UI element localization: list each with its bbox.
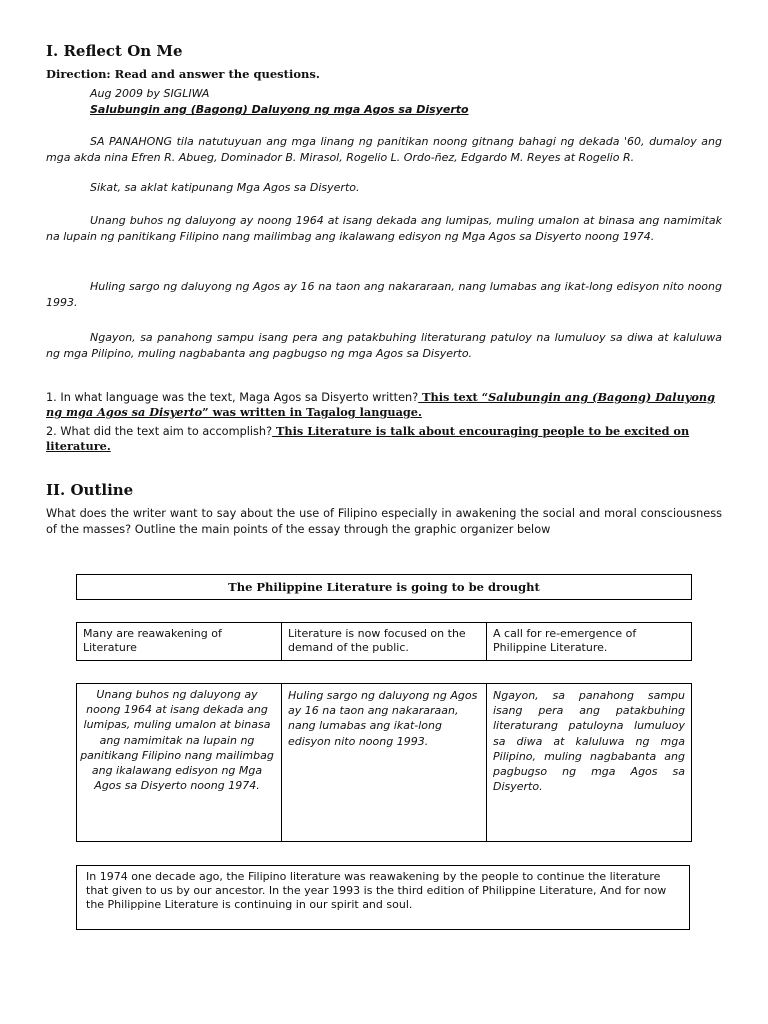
article-title: Salubungin ang (Bagong) Daluyong ng mga Agos sa Disyerto: [90, 103, 469, 116]
main-idea-text: The Philippine Literature is going to be drought: [228, 580, 540, 594]
point-cell-2: Literature is now focused on the demand of the public.: [281, 622, 487, 661]
point-cell-3: A call for re-emergence of Philippine Literature.: [486, 622, 692, 661]
question-2: [46, 424, 722, 454]
article-byline: Aug 2009 by SIGLIWA: [90, 87, 210, 100]
summary-box: [76, 865, 690, 930]
answer-1: This text “Salubungin ang (Bagong) Daluyong ng mga Agos sa Disyerto” was written in Tagalog language.: [46, 390, 716, 419]
point-cell-1: Many are reawakening of Literature: [76, 622, 282, 661]
article-paragraph-1: SA PANAHONG tila natutuyuan ang mga linang ng panitikan noong gitnang bahagi ng dekada '60, dumaloy ang mga akda nina Efren R. Abueg, Dominador B. Mirasol, Rogelio L. Ordo-ñez, Edgardo M. Reyes at Rogelio R.: [46, 135, 722, 164]
question-1: [46, 390, 722, 420]
section-heading-outline: II. Outline: [46, 481, 134, 499]
section-heading-reflect: I. Reflect On Me: [46, 42, 183, 60]
summary-text: In 1974 one decade ago, the Filipino literature was reawakening by the people to continue the literature that given to us by our ancestor. In the year 1993 is the third edition of Philippine Literature, And for now the Philippine Literature is continuing in our spirit and soul.: [86, 870, 667, 911]
outline-intro: What does the writer want to say about the use of Filipino especially in awakening the social and moral consciousness of the masses? Outline the main points of the essay through the graphic organizer below: [46, 507, 722, 536]
question-2-text: 2. What did the text aim to accomplish?: [46, 425, 273, 438]
answer-2: This Literature is talk about encouraging people to be excited on literature.: [46, 424, 690, 453]
question-1-text: 1. In what language was the text, Maga Agos sa Disyerto written?: [46, 391, 419, 404]
direction-text: Direction: Read and answer the questions.: [46, 67, 320, 81]
article-paragraph-2: Unang buhos ng daluyong ay noong 1964 at isang dekada ang lumipas, muling umalon at binasa ang namimitak na lupain ng panitikang Filipino nang mailimbag ang ikalawang edisyon ng Mga Agos sa Disyerto noong 1974.: [46, 214, 722, 243]
main-idea-box: [76, 574, 692, 600]
article-paragraph-3: Huling sargo ng daluyong ng Agos ay 16 na taon ang nakararaan, nang lumabas ang ikat-long edisyon nito noong 1993.: [46, 280, 722, 309]
article-paragraph-4: Ngayon, sa panahong sampu isang pera ang patakbuhing literaturang patuloy na lumuluoy sa diwa at kaluluwa ng mga Pilipino, muling nagbabanta ang pagbugso ng mga Agos sa Disyerto.: [46, 331, 722, 360]
detail-cell-2: Huling sargo ng daluyong ng Agos ay 16 na taon ang nakararaan, nang lumabas ang ikat-long edisyon nito noong 1993.: [281, 683, 487, 842]
article-paragraph-1b: Sikat, sa aklat katipunang Mga Agos sa Disyerto.: [90, 181, 360, 194]
detail-cell-1: Unang buhos ng daluyong ay noong 1964 at isang dekada ang lumipas, muling umalon at binasa ang namimitak na lupain ng panitikang Filipino nang mailimbag ang ikalawang edisyon ng Mga Agos sa Disyerto noong 1974.: [76, 683, 282, 842]
detail-cell-3: Ngayon, sa panahong sampu isang pera ang patakbuhing literaturang patuloyna lumuluoy sa diwa at kaluluwa ng mga Pilipino, muling nagbabanta ang pagbugso ng mga Agos sa Disyerto.: [486, 683, 692, 842]
